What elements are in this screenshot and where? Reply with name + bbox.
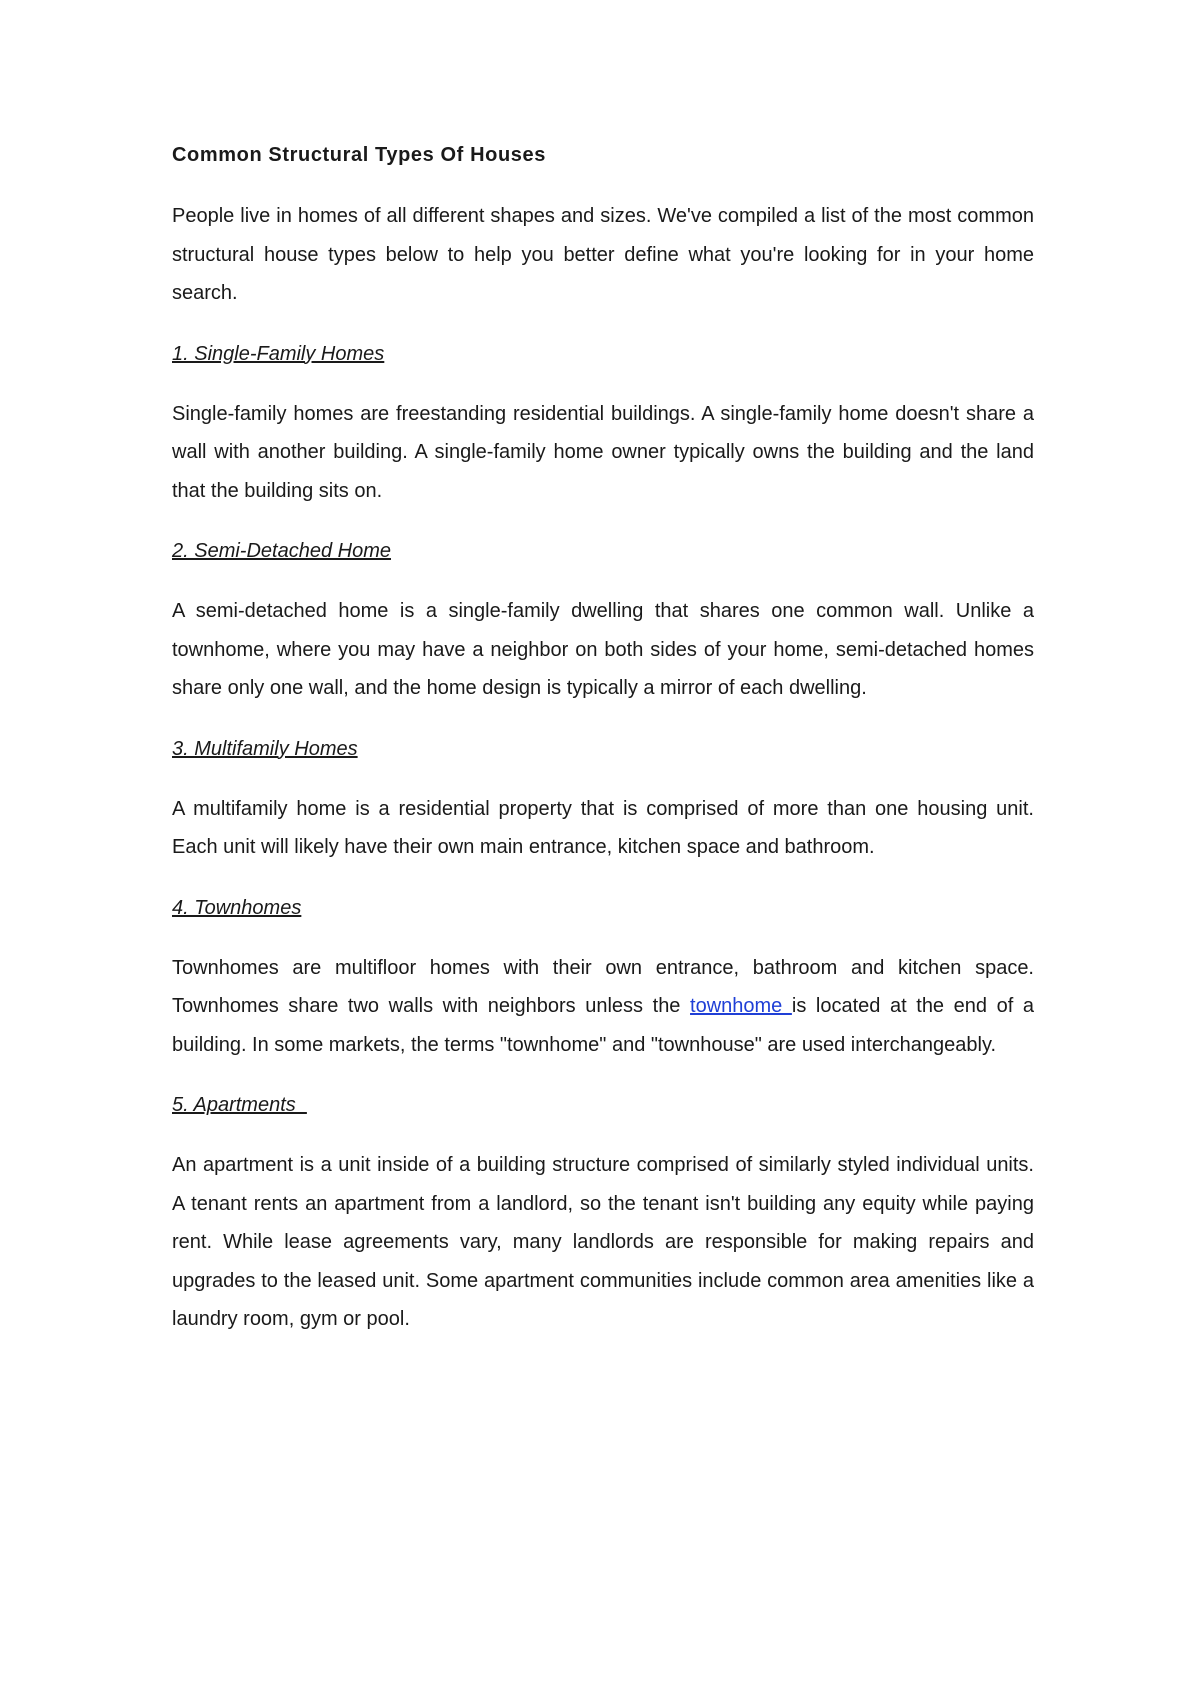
section-body-single-family: Single-family homes are freestanding residential buildings. A single-family home doesn't share a wall with another building. A single-family home owner typically owns the building and the land that the building sits on.	[172, 402, 1034, 502]
intro-paragraph: People live in homes of all different shapes and sizes. We've compiled a list of the most common structural house types below to help you better define what you're looking for in your home search.	[172, 205, 1034, 304]
section-heading-multifamily: 3. Multifamily Homes	[172, 737, 358, 760]
section-body-apartments: An apartment is a unit inside of a building structure comprised of similarly styled individual units. A tenant rents an apartment from a landlord, so the tenant isn't building any equity while paying rent. While lease agreements vary, many landlords are responsible for making repairs and upgrades to the leased unit. Some apartment communities include common area amenities like a laundry room, gym or pool.	[172, 1154, 1034, 1330]
section-heading-apartments: 5. Apartments	[172, 1094, 307, 1116]
townhomes-text-after-link: is located at the end of a building. In some markets, the terms "townhome" and "townhouse" are used interchangeably.	[172, 995, 1034, 1056]
document-title: Common Structural Types Of Houses	[172, 144, 546, 166]
section-heading-single-family: 1. Single-Family Homes	[172, 342, 385, 365]
section-body-multifamily: A multifamily home is a residential property that is comprised of more than one housing unit. Each unit will likely have their own main entrance, kitchen space and bathroom.	[172, 797, 1034, 858]
townhomes-text-before-link: Townhomes are multifloor homes with their own entrance, bathroom and kitchen space. Townhomes share two walls with neighbors unless the	[172, 956, 1034, 1017]
section-body-townhomes	[172, 949, 1034, 1065]
townhome-link[interactable]: townhome	[690, 995, 792, 1017]
section-heading-townhomes: 4. Townhomes	[172, 896, 302, 919]
section-heading-semi-detached: 2. Semi-Detached Home	[172, 540, 391, 562]
section-body-semi-detached: A semi-detached home is a single-family dwelling that shares one common wall. Unlike a townhome, where you may have a neighbor on both sides of your home, semi-detached homes share only one wall, and the home design is typically a mirror of each dwelling.	[172, 600, 1034, 699]
document-page	[172, 138, 1034, 1363]
